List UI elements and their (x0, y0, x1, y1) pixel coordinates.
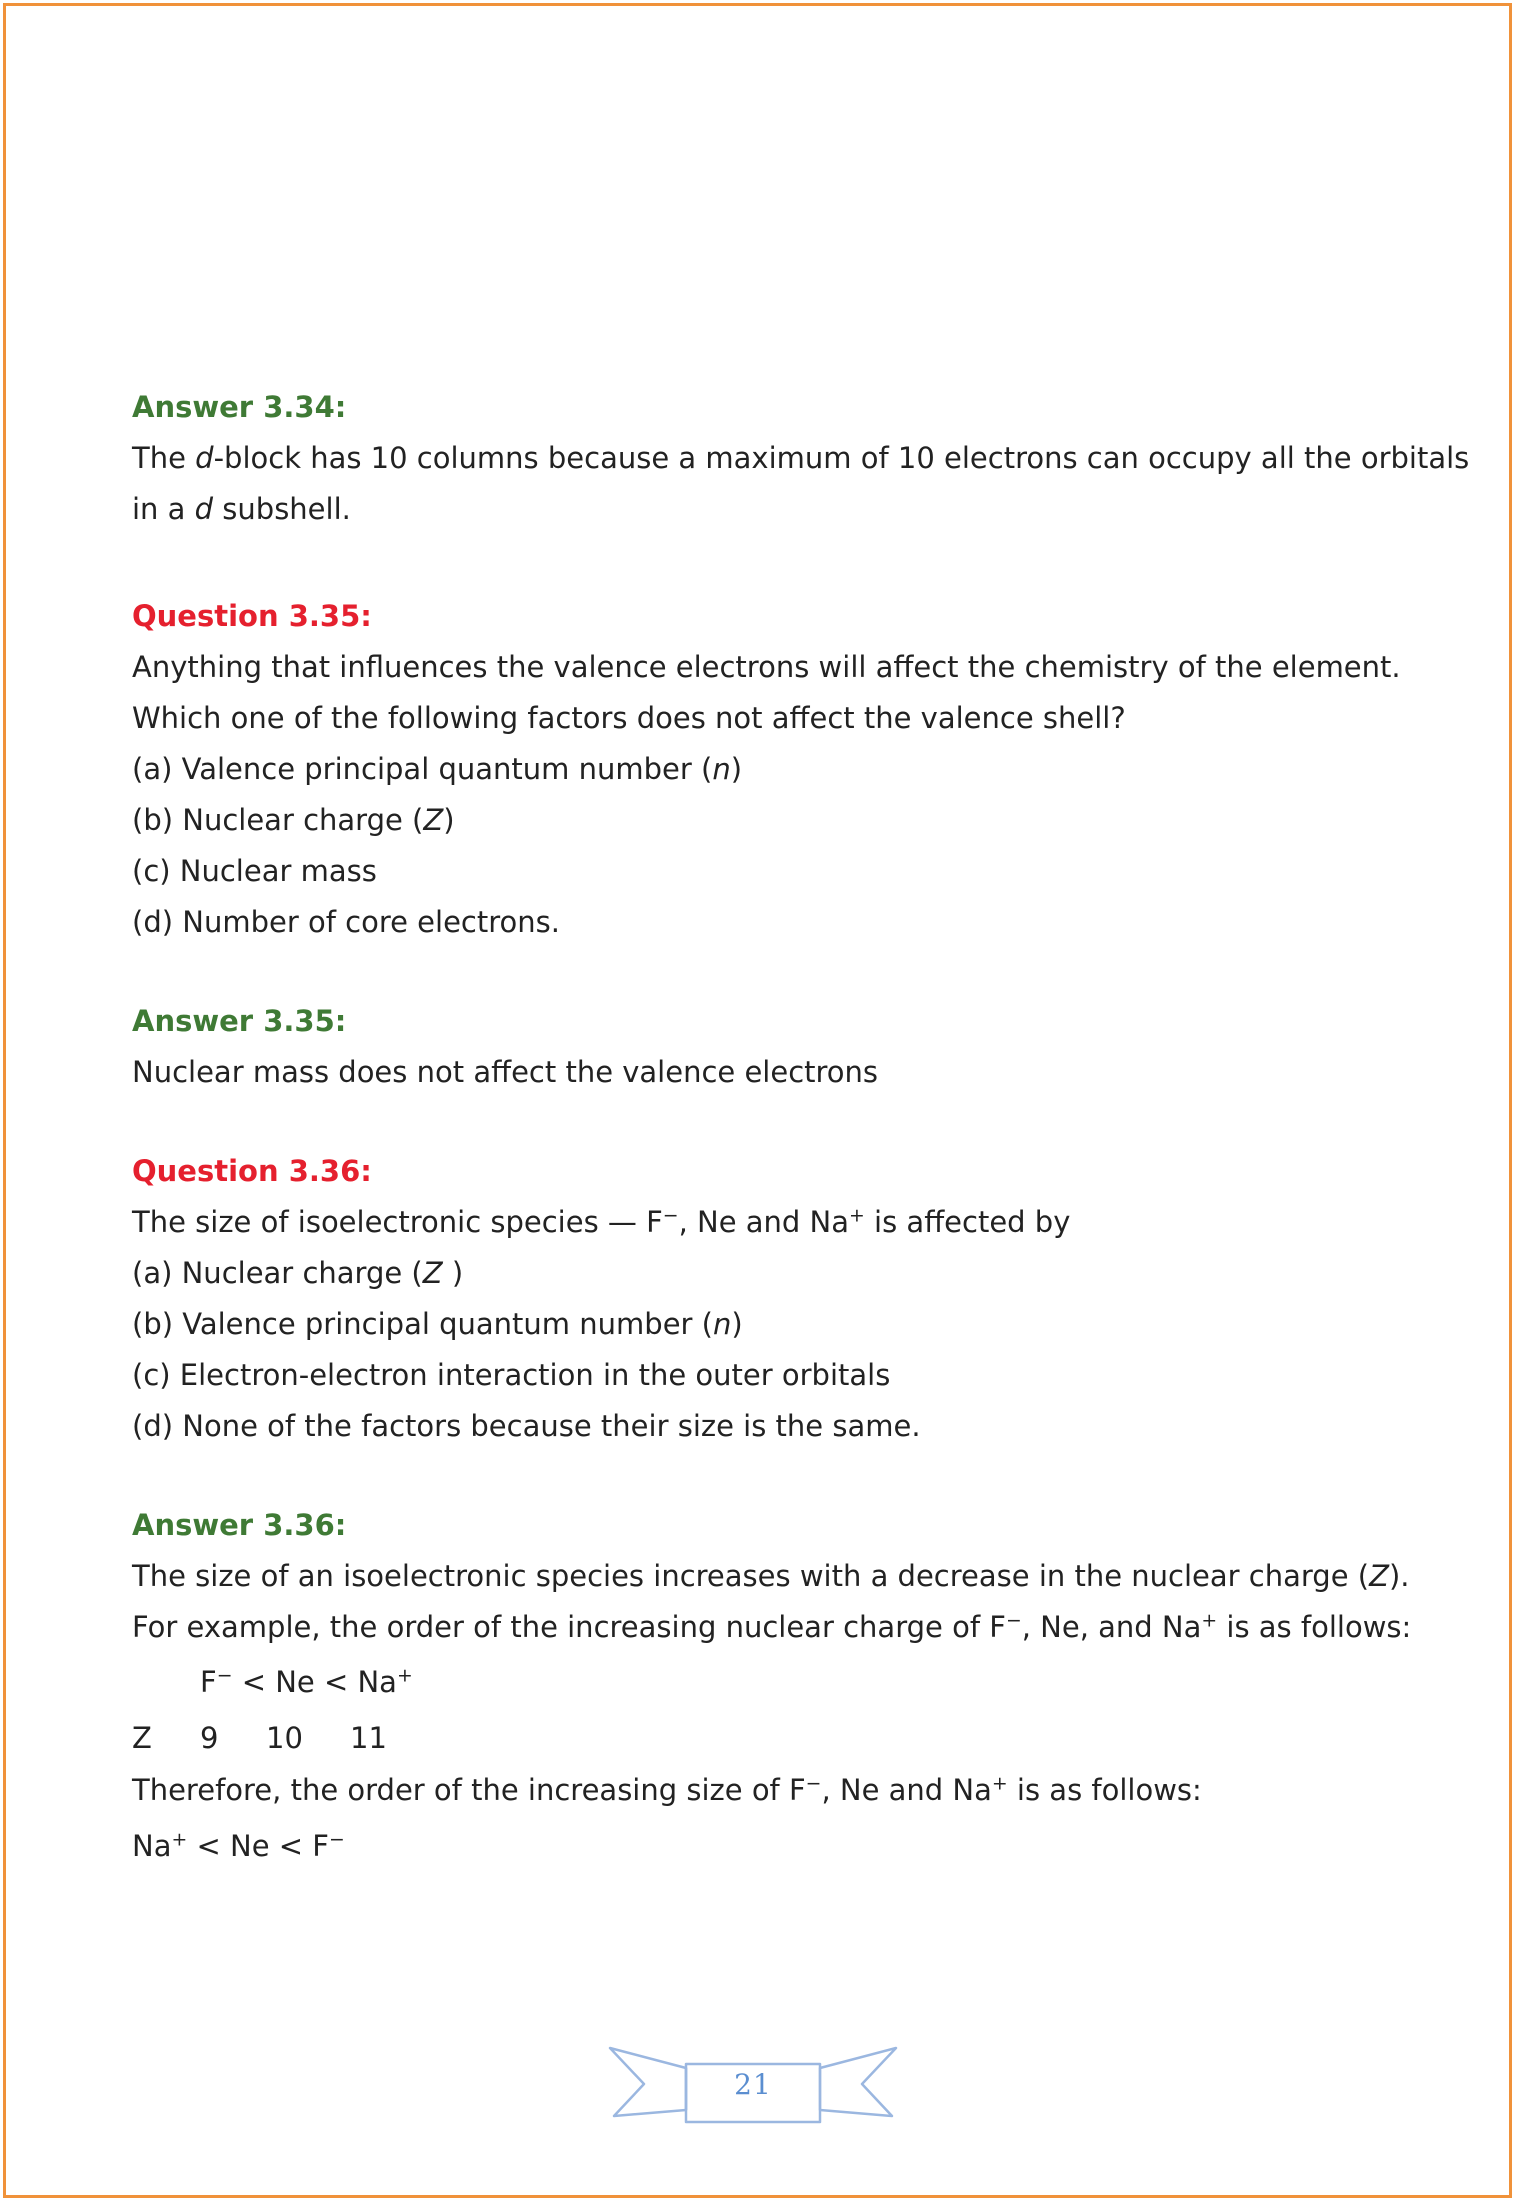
question-3-36-option-a: (a) Nuclear charge (Z ) (132, 1256, 464, 1290)
question-3-36-option-d: (d) None of the factors because their size is the same. (132, 1409, 921, 1443)
question-3-35-line-1: Anything that influences the valence electrons will affect the chemistry of the element. (132, 650, 1401, 684)
answer-3-36-line-3: Therefore, the order of the increasing size of F−, Ne and Na+ is as follows: (132, 1773, 1202, 1807)
answer-3-35-line-1: Nuclear mass does not affect the valence electrons (132, 1055, 879, 1089)
nuclear-charge-values-row (132, 1711, 1422, 1765)
z-value-na: 11 (350, 1721, 387, 1755)
question-3-35-option-b: (b) Nuclear charge (Z) (132, 803, 455, 837)
question-3-35-option-a: (a) Valence principal quantum number (n) (132, 752, 743, 786)
page-number: 21 (734, 2068, 772, 2101)
z-label: Z (132, 1721, 152, 1755)
answer-3-36-line-1: The size of an isoelectronic species increases with a decrease in the nuclear charge (Z). (132, 1559, 1410, 1593)
nuclear-charge-order: F− < Ne < Na+ (200, 1665, 413, 1699)
answer-3-36-line-2: For example, the order of the increasing nuclear charge of F−, Ne, and Na+ is as follows: (132, 1610, 1412, 1644)
answer-3-34-line-2: in a d subshell. (132, 492, 351, 526)
question-3-36-heading: Question 3.36: (132, 1154, 372, 1188)
question-3-35-heading: Question 3.35: (132, 599, 372, 633)
answer-3-34-heading: Answer 3.34: (132, 390, 347, 424)
answer-3-34-line-1: The d-block has 10 columns because a maximum of 10 electrons can occupy all the orbitals (132, 441, 1470, 475)
question-3-35-line-2: Which one of the following factors does not affect the valence shell? (132, 701, 1126, 735)
z-value-ne: 10 (266, 1721, 303, 1755)
question-3-35-option-d: (d) Number of core electrons. (132, 905, 560, 939)
answer-3-36-heading: Answer 3.36: (132, 1508, 347, 1542)
question-3-36-option-b: (b) Valence principal quantum number (n) (132, 1307, 743, 1341)
answer-3-35-heading: Answer 3.35: (132, 1004, 347, 1038)
question-3-36-line-1: The size of isoelectronic species — F−, Ne and Na+ is affected by (132, 1205, 1071, 1239)
question-3-36-option-c: (c) Electron-electron interaction in the outer orbitals (132, 1358, 891, 1392)
page-content (132, 382, 1470, 1876)
z-value-f: 9 (200, 1721, 219, 1755)
page-number-ribbon (608, 2046, 898, 2126)
size-order: Na+ < Ne < F− (132, 1829, 345, 1863)
question-3-35-option-c: (c) Nuclear mass (132, 854, 377, 888)
